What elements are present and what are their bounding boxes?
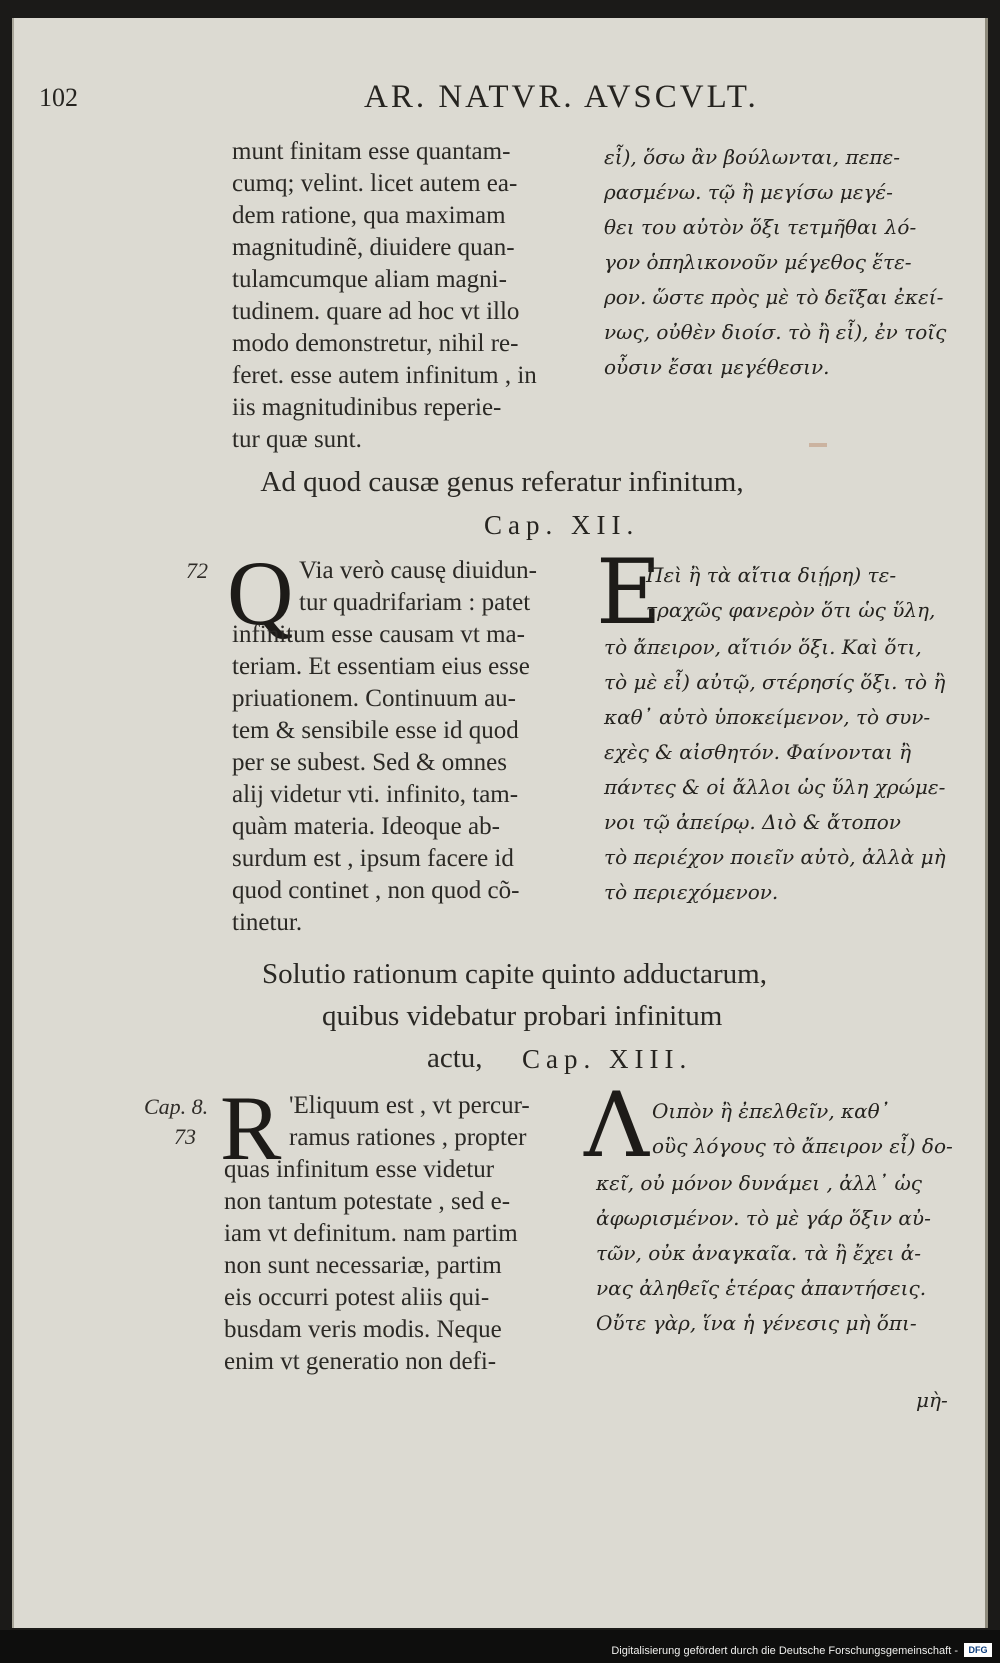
chapter-label: Cap. XIII. — [522, 1044, 693, 1074]
text-line: νως, οὐθὲν διοίσ. τὸ ἢ εἶ), ἐν τοῖς — [604, 320, 947, 344]
text-line: θει του αὐτὸν ὅξι τετμῆθαι λό- — [604, 215, 917, 239]
drop-cap-initial: Q — [227, 542, 294, 644]
text-line: ἀφωρισμένον. τὸ μὲ γάρ ὅξιν αὐ- — [596, 1206, 931, 1230]
text-line: non tantum potestate , sed e- — [224, 1188, 511, 1215]
text-line: per se subest. Sed & omnes — [232, 749, 507, 776]
text-line: eis occurri potest aliis qui- — [224, 1284, 490, 1311]
greek-column-2b — [604, 630, 946, 910]
text-line: quas infinitum esse videtur — [224, 1156, 495, 1183]
catchword: μὴ- — [916, 1388, 948, 1412]
text-line: κεῖ, οὐ μόνον δυνάμει , ἀλλ᾽ ὡς — [596, 1171, 922, 1195]
greek-column-1 — [604, 140, 946, 385]
text-line: tinetur. — [232, 909, 303, 936]
text-line: tudinem. quare ad hoc vt illo — [232, 298, 520, 325]
latin-column-3b — [224, 1154, 518, 1378]
text-line: infinitum esse causam vt ma- — [232, 621, 525, 648]
text-line: οὓς λόγους τὸ ἄπειρον εἶ) δο- — [652, 1134, 953, 1158]
text-line: Πεὶ ἢ τὰ αἴτια διῄρη) τε- — [646, 563, 897, 587]
text-line: ρον. ὥστε πρὸς μὲ τὸ δεῖξαι ἐκεί- — [604, 285, 944, 309]
text-line: Οὔτε γὰρ, ἵνα ἡ γένεσις μὴ ὅπι- — [596, 1311, 917, 1335]
text-line: 'Eliquum est , vt percur- — [289, 1092, 530, 1119]
text-line: modo demonstretur, nihil re- — [232, 330, 519, 357]
latin-column-2b — [232, 619, 530, 939]
margin-number: 73 — [174, 1124, 196, 1149]
text-line: magnitudinẽ, diuidere quan- — [232, 234, 515, 261]
latin-column-2a — [299, 555, 537, 619]
text-line: καθ᾽ αὑτὸ ὑποκείμενον, τὸ συν- — [604, 705, 931, 729]
drop-cap-initial: Λ — [584, 1073, 649, 1178]
text-line: tem & sensibile esse id quod — [232, 717, 519, 744]
margin-number: 72 — [186, 558, 208, 583]
greek-column-2a — [646, 558, 935, 628]
latin-column-1 — [232, 136, 537, 456]
text-line: νας ἀληθεῖς ἑτέρας ἀπαντήσεις. — [596, 1276, 927, 1300]
footer-credit: Digitalisierung gefördert durch die Deutsche Forschungsgemeinschaft - — [611, 1645, 958, 1657]
text-line: quod continet , non quod cõ- — [232, 877, 520, 904]
text-line: non sunt necessariæ, partim — [224, 1252, 502, 1279]
text-line: τὸ μὲ εἶ) αὐτῷ, στέρησίς ὅξι. τὸ ἢ — [604, 670, 946, 694]
text-line: surdum est , ipsum facere id — [232, 845, 514, 872]
text-line: tur quæ sunt. — [232, 426, 362, 453]
text-line: tulamcumque aliam magni- — [232, 266, 507, 293]
digitization-footer — [0, 1630, 1000, 1663]
page-number: 102 — [39, 83, 78, 112]
section-heading: Solutio rationum capite quinto adductarum, — [262, 958, 767, 990]
text-line: teriam. Et essentiam eius esse — [232, 653, 530, 680]
text-line: tur quadrifariam : patet — [299, 589, 531, 616]
text-line: τῶν, οὐκ ἀναγκαῖα. τὰ ἢ ἔχει ἀ- — [596, 1241, 922, 1265]
page-header — [14, 73, 985, 123]
text-line: εχὲς & αἰσθητόν. Φαίνονται ἢ — [604, 740, 912, 764]
book-page — [12, 18, 988, 1628]
section-heading: quibus videbatur probari infinitum — [322, 1000, 723, 1032]
ink-mark — [809, 443, 827, 447]
text-line: quàm materia. Ideoque ab- — [232, 813, 500, 840]
text-line: τὸ περιεχόμενον. — [604, 880, 779, 904]
section-heading: Ad quod causæ genus referatur infinitum, — [260, 466, 744, 498]
text-line: feret. esse autem infinitum , in — [232, 362, 537, 389]
text-line: τὸ ἄπειρον, αἴτιόν ὅξι. Καὶ ὅτι, — [604, 635, 922, 659]
margin-reference: Cap. 8. — [144, 1094, 209, 1119]
drop-cap-initial: R — [220, 1077, 282, 1179]
text-line: Via verò causę diuidun- — [299, 557, 538, 584]
running-head: AR. NATVR. AVSCVLT. — [364, 79, 759, 115]
text-line: τραχῶς φανερὸν ὅτι ὡς ὕλη, — [646, 598, 936, 622]
text-line: enim vt generatio non defi- — [224, 1348, 497, 1375]
dfg-logo-icon: DFG — [964, 1643, 992, 1657]
text-line: busdam veris modis. Neque — [224, 1316, 502, 1343]
text-line: ρασμένω. τῷ ἢ μεγίσω μεγέ- — [604, 180, 893, 204]
text-line: πάντες & οἱ ἄλλοι ὡς ὕλη χρώμε- — [604, 775, 946, 799]
drop-cap-initial: E — [596, 540, 662, 645]
text-line: τὸ περιέχον ποιεῖν αὐτὸ, ἀλλὰ μὴ — [604, 845, 946, 869]
text-line: ramus rationes , propter — [289, 1124, 527, 1151]
text-line: γον ὁπηλικονοῦν μέγεθος ἕτε- — [604, 250, 912, 274]
text-line: νοι τῷ ἀπείρῳ. Διὸ & ἄτοπον — [604, 810, 901, 834]
text-line: alij videtur vti. infinito, tam- — [232, 781, 519, 808]
text-line: dem ratione, qua maximam — [232, 202, 506, 229]
chapter-label: Cap. XII. — [484, 510, 640, 540]
text-line: cumq; velint. licet autem ea- — [232, 170, 518, 197]
text-line: priuationem. Continuum au- — [232, 685, 516, 712]
latin-column-3a — [289, 1090, 530, 1154]
text-line: εἶ), ὅσω ἂν βούλωνται, πεπε- — [604, 145, 901, 169]
text-line: Οιπὸν ἢ ἐπελθεῖν, καθ᾽ — [652, 1099, 890, 1123]
text-line: οὖσιν ἔσαι μεγέθεσιν. — [604, 355, 830, 379]
text-line: iis magnitudinibus reperie- — [232, 394, 502, 421]
text-line: iam vt definitum. nam partim — [224, 1220, 518, 1247]
greek-column-3b — [596, 1166, 931, 1341]
greek-column-3a — [652, 1094, 953, 1164]
text-line: munt finitam esse quantam- — [232, 138, 511, 165]
section-heading: actu, — [427, 1042, 483, 1074]
